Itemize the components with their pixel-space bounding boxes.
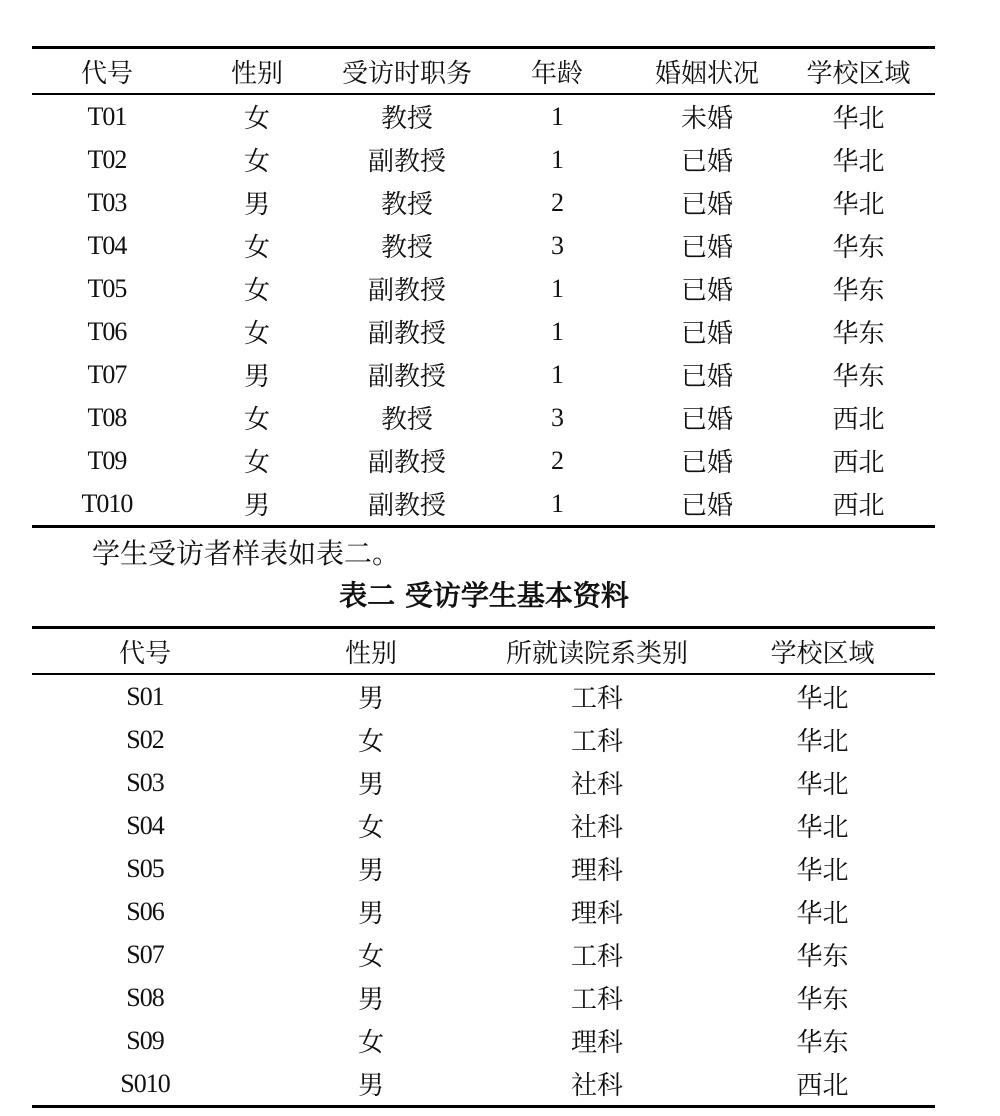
table-cell: 男 — [357, 1071, 384, 1101]
table-row — [32, 847, 935, 890]
table-cell: 已婚 — [680, 190, 733, 220]
table-cell: 女 — [357, 942, 384, 972]
table-cell: 华北 — [796, 770, 849, 800]
table-cell: 1 — [551, 101, 563, 131]
table-cell: S08 — [126, 982, 164, 1012]
table-header-row — [32, 628, 935, 675]
table-cell: 男 — [243, 491, 270, 521]
table-cell: 华东 — [832, 362, 885, 392]
table-cell: 1 — [551, 144, 563, 174]
table-cell: 华东 — [796, 942, 849, 972]
table-row — [32, 1062, 935, 1107]
table-cell: 1 — [551, 316, 563, 346]
table-cell: 已婚 — [680, 276, 733, 306]
table-cell: 1 — [551, 273, 563, 303]
table-cell: 副教授 — [367, 491, 446, 521]
table-row — [32, 310, 935, 353]
table-cell: 理科 — [570, 856, 623, 886]
table-cell: T04 — [87, 230, 127, 260]
table-cell: 女 — [357, 727, 384, 757]
teacher-table — [32, 46, 935, 528]
table-row — [32, 1019, 935, 1062]
table-cell: 已婚 — [680, 448, 733, 478]
table-cell: 已婚 — [680, 405, 733, 435]
table-cell: 工科 — [570, 684, 623, 714]
table-cell: 2 — [551, 445, 563, 475]
table-cell: 工科 — [570, 727, 623, 757]
table-cell: 社科 — [570, 770, 623, 800]
table-cell: 男 — [357, 684, 384, 714]
table-cell: T06 — [87, 316, 127, 346]
table-cell: S09 — [126, 1025, 164, 1055]
table-cell: 男 — [243, 362, 270, 392]
table-cell: 西北 — [796, 1071, 849, 1101]
table-row — [32, 482, 935, 527]
table-cell: T010 — [81, 488, 133, 518]
table-cell: T07 — [87, 359, 127, 389]
table-cell: 华北 — [796, 899, 849, 929]
table-cell: 华东 — [832, 276, 885, 306]
table-cell: 未婚 — [680, 104, 733, 134]
table-cell: 已婚 — [680, 233, 733, 263]
table-cell: 社科 — [570, 813, 623, 843]
table-header-row — [32, 48, 935, 95]
table-cell: 女 — [243, 448, 270, 478]
table-cell: 女 — [243, 319, 270, 349]
header-cell: 年龄 — [482, 48, 632, 95]
header-cell: 代号 — [32, 48, 182, 95]
table-cell: 华东 — [832, 319, 885, 349]
table-row — [32, 267, 935, 310]
table-cell: 华东 — [832, 233, 885, 263]
table-cell: 教授 — [380, 104, 433, 134]
table-cell: 理科 — [570, 1028, 623, 1058]
table-cell: 理科 — [570, 899, 623, 929]
student-table — [32, 626, 935, 1108]
table-cell: 副教授 — [367, 319, 446, 349]
table-cell: 副教授 — [367, 362, 446, 392]
table-cell: 女 — [243, 405, 270, 435]
table-row — [32, 976, 935, 1019]
table-cell: 华东 — [796, 985, 849, 1015]
table-cell: 工科 — [570, 985, 623, 1015]
table-row — [32, 890, 935, 933]
table-cell: 副教授 — [367, 448, 446, 478]
table-cell: 工科 — [570, 942, 623, 972]
header-cell: 所就读院系类别 — [484, 628, 710, 675]
table-cell: S03 — [126, 767, 164, 797]
table-cell: 华北 — [832, 190, 885, 220]
table-row — [32, 718, 935, 761]
table-cell: S05 — [126, 853, 164, 883]
header-cell: 婚姻状况 — [632, 48, 782, 95]
table-row — [32, 933, 935, 976]
table-cell: T08 — [87, 402, 127, 432]
table-cell: S04 — [126, 810, 164, 840]
header-cell: 性别 — [258, 628, 484, 675]
table-row — [32, 94, 935, 138]
table-cell: 女 — [357, 1028, 384, 1058]
table-cell: 女 — [243, 147, 270, 177]
table-cell: 3 — [551, 230, 563, 260]
table-cell: T09 — [87, 445, 127, 475]
table-cell: S07 — [126, 939, 164, 969]
header-cell: 学校区域 — [782, 48, 935, 95]
table-row — [32, 138, 935, 181]
table-cell: T05 — [87, 273, 127, 303]
table-cell: 华北 — [832, 147, 885, 177]
table-cell: 西北 — [832, 491, 885, 521]
table-cell: 华北 — [796, 813, 849, 843]
table-row — [32, 396, 935, 439]
table-cell: 西北 — [832, 448, 885, 478]
table-cell: 教授 — [380, 233, 433, 263]
table-cell: 副教授 — [367, 147, 446, 177]
table-cell: T01 — [87, 101, 127, 131]
table-cell: 教授 — [380, 405, 433, 435]
table-cell: 华北 — [796, 856, 849, 886]
table-cell: S010 — [120, 1068, 170, 1098]
header-cell: 受访时职务 — [332, 48, 482, 95]
table-cell: 已婚 — [680, 319, 733, 349]
table-row — [32, 439, 935, 482]
table-row — [32, 353, 935, 396]
table-cell: S01 — [126, 681, 164, 711]
table-cell: 男 — [357, 856, 384, 886]
table-cell: 3 — [551, 402, 563, 432]
table-cell: 男 — [243, 190, 270, 220]
table-cell: 副教授 — [367, 276, 446, 306]
table-cell: 女 — [243, 104, 270, 134]
header-cell: 代号 — [32, 628, 258, 675]
table-cell: 教授 — [380, 190, 433, 220]
table-cell: 西北 — [832, 405, 885, 435]
table-cell: 男 — [357, 985, 384, 1015]
table-cell: S06 — [126, 896, 164, 926]
table-cell: 男 — [357, 770, 384, 800]
table-cell: 女 — [357, 813, 384, 843]
table-cell: 已婚 — [680, 491, 733, 521]
table-cell: 社科 — [570, 1071, 623, 1101]
body-paragraph: 学生受访者样表如表二。 — [92, 537, 401, 570]
table-cell: 2 — [551, 187, 563, 217]
header-cell: 性别 — [182, 48, 332, 95]
table-cell: 1 — [551, 359, 563, 389]
table-cell: 女 — [243, 276, 270, 306]
table-cell: 华北 — [796, 727, 849, 757]
table-cell: 华东 — [796, 1028, 849, 1058]
table-cell: T02 — [87, 144, 127, 174]
table-row — [32, 674, 935, 718]
table-row — [32, 224, 935, 267]
table-cell: 男 — [357, 899, 384, 929]
table-cell: T03 — [87, 187, 127, 217]
header-cell: 学校区域 — [710, 628, 935, 675]
table-cell: 已婚 — [680, 147, 733, 177]
table-cell: 1 — [551, 488, 563, 518]
table-cell: 女 — [243, 233, 270, 263]
table-cell: S02 — [126, 724, 164, 754]
table-row — [32, 761, 935, 804]
table-cell: 已婚 — [680, 362, 733, 392]
table-cell: 华北 — [796, 684, 849, 714]
table-row — [32, 181, 935, 224]
table-cell: 华北 — [832, 104, 885, 134]
table-row — [32, 804, 935, 847]
table-caption: 表二 受访学生基本资料 — [339, 579, 629, 612]
